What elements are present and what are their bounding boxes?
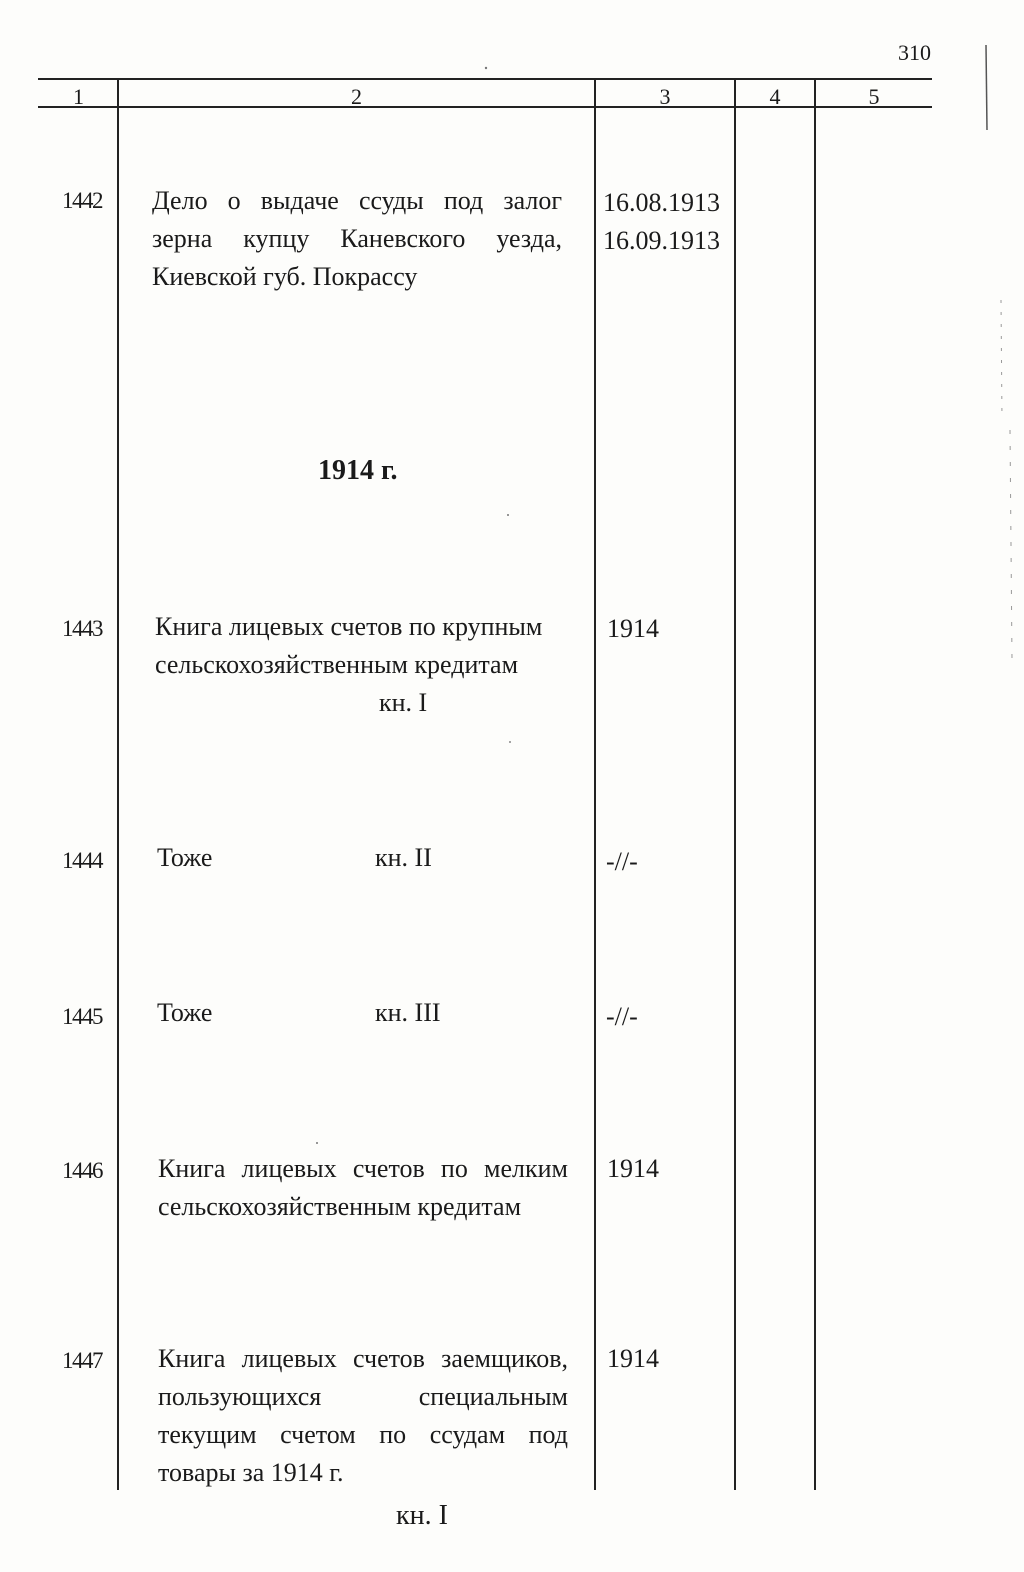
description-line: сельскохозяйственным кредитам xyxy=(158,1192,522,1221)
book-volume: кн. III xyxy=(375,998,441,1027)
record-date: -//- xyxy=(606,847,638,876)
column-header-3: 3 xyxy=(659,84,671,109)
record-date: 1914 xyxy=(607,1154,659,1183)
description-line: Киевской губ. Покрассу xyxy=(152,262,418,291)
description-line: сельскохозяйственным кредитам xyxy=(155,650,519,679)
column-header-4: 4 xyxy=(769,84,781,109)
description-line: зерна купцу Каневского уезда, xyxy=(152,224,562,253)
footer-book-volume: кн. I xyxy=(396,1500,448,1531)
book-volume: кн. II xyxy=(375,843,432,872)
record-number: 1446 xyxy=(62,1158,102,1183)
description-line: Книга лицевых счетов по крупным xyxy=(155,612,543,641)
column-header-2: 2 xyxy=(351,84,362,109)
record-number: 1442 xyxy=(62,188,102,213)
column-header-1: 1 xyxy=(73,84,84,109)
description-line: Дело о выдаче ссуды под залог xyxy=(152,186,562,215)
record-date: -//- xyxy=(606,1002,638,1031)
page-number: 310 xyxy=(898,40,931,65)
year-heading: 1914 г. xyxy=(318,455,398,486)
record-date: 1914 xyxy=(607,1344,659,1373)
description-line: Книга лицевых счетов заемщиков, xyxy=(158,1344,568,1373)
start-date: 16.08.1913 xyxy=(603,188,720,217)
record-title: Тоже xyxy=(157,843,213,872)
record-number: 1444 xyxy=(62,848,102,873)
description-line: пользующихся специальным xyxy=(158,1382,568,1411)
record-number: 1447 xyxy=(62,1348,102,1373)
description-line: товары за 1914 г. xyxy=(158,1458,344,1487)
record-number: 1445 xyxy=(62,1004,102,1029)
description-line: Книга лицевых счетов по мелким xyxy=(158,1154,568,1183)
description-line: текущим счетом по ссудам под xyxy=(158,1420,568,1449)
end-date: 16.09.1913 xyxy=(603,226,720,255)
record-number: 1443 xyxy=(62,616,102,641)
column-header-5: 5 xyxy=(868,84,880,109)
book-volume: кн. I xyxy=(379,688,428,717)
record-title: Тоже xyxy=(157,998,213,1027)
record-date: 1914 xyxy=(607,614,659,643)
